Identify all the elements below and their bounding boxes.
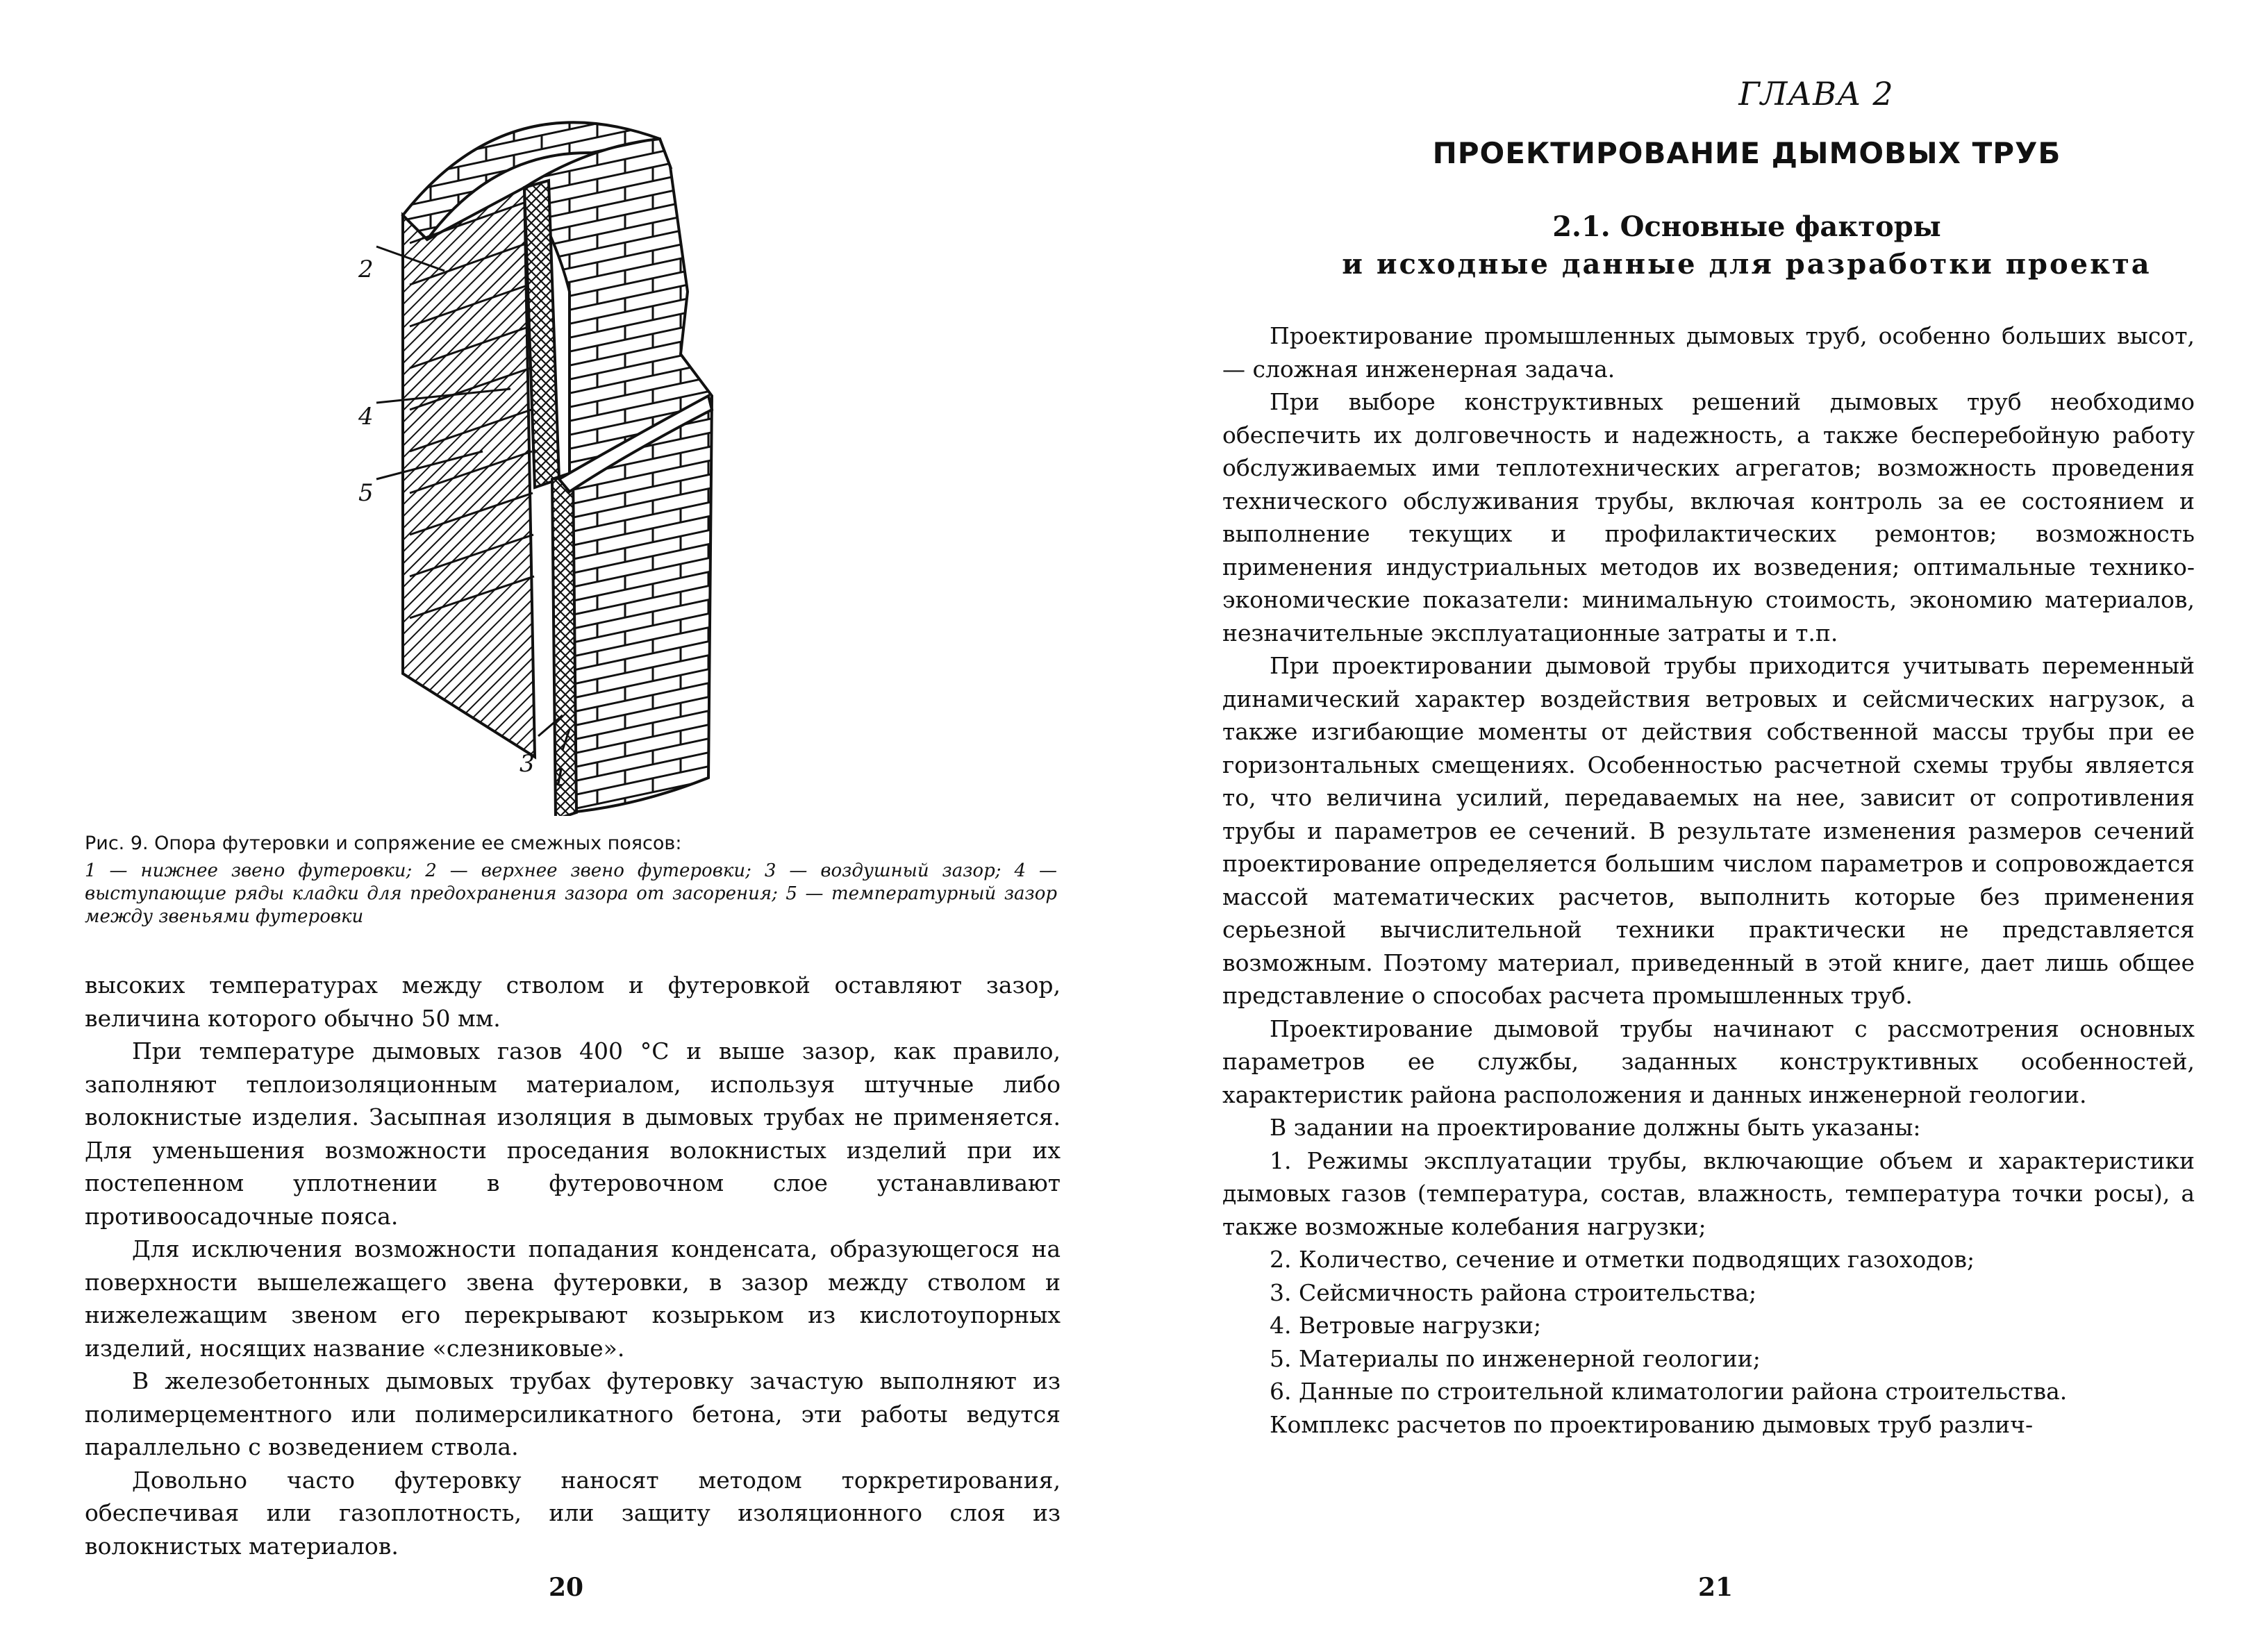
paragraph: Комплекс расчетов по проектированию дымовых труб различ- <box>1270 1410 2034 1438</box>
callout-1: 1 <box>552 764 567 792</box>
paragraph: Проектирование дымовой трубы начинают с рассмотрения основных параметров ее службы, заданных конструктивных особенностей, характеристик района расположения и данных инженерной геологии. <box>1222 1015 2195 1108</box>
list-item: 5. Материалы по инженерной геологии; <box>1270 1344 1761 1372</box>
right-body-text <box>1222 319 2195 1441</box>
page-number: 21 <box>1698 1573 1734 1602</box>
caption-title: Рис. 9. Опора футеровки и сопряжение ее смежных поясов: <box>85 833 682 854</box>
list-item: 3. Сейсмичность района строительства; <box>1270 1278 1757 1306</box>
left-page <box>0 0 1083 1652</box>
paragraph: Проектирование промышленных дымовых труб, особенно больших высот, — сложная инженерная задача. <box>1222 322 2195 383</box>
section-title-line-1: 2.1. Основные факторы <box>1552 210 1941 243</box>
list-item: 4. Ветровые нагрузки; <box>1270 1312 1542 1339</box>
paragraph: Для исключения возможности попадания конденсата, образующегося на поверхности вышележащего звена футеровки, в зазор между стволом и нижележащим звеном его перекрывают козырьком из кислотоупорных изделий, носящих название «слезниковые». <box>85 1235 1061 1362</box>
callout-3: 3 <box>520 750 535 778</box>
figure-lining-support <box>358 62 792 816</box>
chapter-title: ПРОЕКТИРОВАНИЕ ДЫМОВЫХ ТРУБ <box>1432 136 2061 170</box>
page-number: 20 <box>549 1573 584 1602</box>
chapter-label: ГЛАВА 2 <box>1738 75 1894 112</box>
callout-2: 2 <box>358 256 374 283</box>
left-body-text <box>85 969 1061 1562</box>
caption-legend: 1 — нижнее звено футеровки; 2 — верхнее звено футеровки; 3 — воздушный зазор; 4 — выступающие ряды кладки для предохранения зазора от засорения; 5 — температурный зазор между звеньями футеровки <box>85 860 1057 927</box>
section-title <box>1295 208 2198 283</box>
right-page <box>1122 0 2244 1652</box>
section-title-line-2: и исходные данные для разработки проекта <box>1342 248 2152 281</box>
masonry-drawing <box>361 62 792 816</box>
paragraph: При температуре дымовых газов 400 °С и выше зазор, как правило, заполняют теплоизоляционным материалом, используя штучные либо волокнистые изделия. Засыпная изоляция в дымовых трубах не применяется. Для уменьшения возможности проседания волокнистых изделий при их постепенном уплотнении в футеровочном слое устанавливают противоосадочные пояса. <box>85 1037 1061 1230</box>
callout-4: 4 <box>358 403 374 431</box>
callout-5: 5 <box>358 479 374 507</box>
list-item: 2. Количество, сечение и отметки подводящих газоходов; <box>1270 1246 1975 1273</box>
paragraph: При проектировании дымовой трубы приходится учитывать переменный динамический характер воздействия ветровых и сейсмических нагрузок, а также изгибающие моменты от действия собственной массы трубы при ее горизонтальных смещениях. Особенностью расчетной схемы трубы является то, что величина усилий, передаваемых на нее, зависит от сопротивления трубы и параметров ее сечений. В результате изменения размеров сечений проектирование определяется большим числом параметров и сопровождается массой математических расчетов, выполнить которые без применения серьезной вычислительной техники практически не представляется возможным. Поэтому материал, приведенный в этой книге, дает лишь общее представление о способах расчета промышленных труб. <box>1222 652 2195 1009</box>
paragraph: В железобетонных дымовых трубах футеровку зачастую выполняют из полимерцементного или полимерсиликатного бетона, эти работы ведутся параллельно с возведением ствола. <box>85 1367 1061 1460</box>
paragraph: В задании на проектирование должны быть указаны: <box>1270 1114 1921 1141</box>
paragraph: При выборе конструктивных решений дымовых труб необходимо обеспечить их долговечность и надежность, а также бесперебойную работу обслуживаемых ими теплотехнических агрегатов; возможность проведения технического обслуживания трубы, включая контроль за ее состоянием и выполнение текущих и профилактических ремонтов; возможность применения индустриальных методов их возведения; оптимальные технико-экономические показатели: минимальную стоимость, экономию материалов, незначительные эксплуатационные затраты и т.п. <box>1222 388 2195 646</box>
paragraph: высоких температурах между стволом и футеровкой оставляют зазор, величина которого обычно 50 мм. <box>85 971 1061 1032</box>
list-item: 1. Режимы эксплуатации трубы, включающие объем и характеристики дымовых газов (температура, состав, влажность, температура точки росы), а также возможные колебания нагрузки; <box>1222 1146 2195 1240</box>
paragraph: Довольно часто футеровку наносят методом торкретирования, обеспечивая или газоплотность, или защиту изоляционного слоя из волокнистых материалов. <box>85 1466 1061 1560</box>
list-item: 6. Данные по строительной климатологии района строительства. <box>1270 1378 2068 1405</box>
figure-caption <box>85 832 1057 928</box>
